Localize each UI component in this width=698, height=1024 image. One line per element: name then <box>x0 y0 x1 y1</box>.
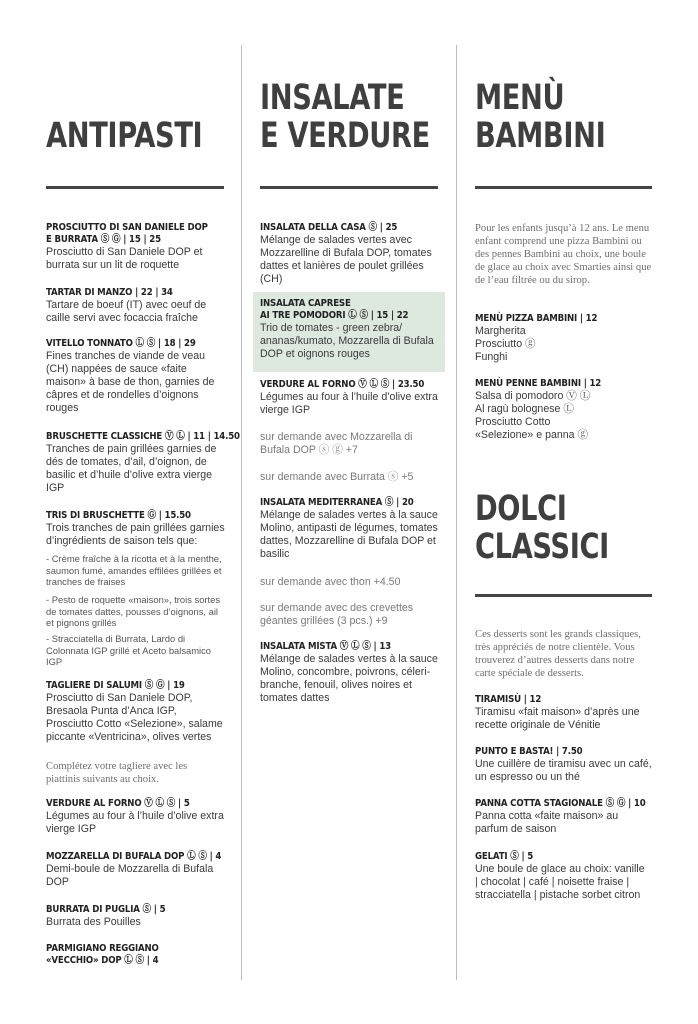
bambini-heading-line1: MENÙ <box>475 78 565 118</box>
menu-item: INSALATA MISTA Ⓥ Ⓛ Ⓢ | 13 Mélange de salades vertes à la sauce Molino, concombre, poivrons, céleri-branche, fenouil, olives noires et tomates dattes <box>260 641 438 704</box>
menu-item: INSALATA MEDITERRANEA Ⓢ | 20 Mélange de salades vertes à la sauce Molino, antipasti de légumes, tomates dattes, Mozzarelline di Bufala DOP et basilic <box>260 497 438 560</box>
bambini-heading-line2: BAMBINI <box>475 116 606 156</box>
menu-item: TARTAR DI MANZO | 22 | 34 Tartare de boeuf (IT) avec oeuf de caille servi avec focaccia fraîche <box>46 287 207 324</box>
menu-item: BURRATA DI PUGLIA Ⓢ | 5 Burrata des Pouilles <box>46 904 166 928</box>
bruschette-option: - Crème fraîche à la ricotta et à la menthe, saumon fumé, amandes effilées grillées et tranches de fraises <box>46 553 222 587</box>
insalate-rule <box>260 186 438 189</box>
insalate-heading-line1: INSALATE <box>260 78 405 118</box>
menu-item: TRIS DI BRUSCHETTE Ⓖ | 15.50 Trois tranches de pain grillées garnies d’ingrédients de saison tels que: <box>46 510 225 547</box>
column-divider-left <box>241 45 242 980</box>
menu-item: VITELLO TONNATO Ⓛ Ⓢ | 18 | 29 Fines tranches de viande de veau (CH) nappées de sauce «faite maison» à base de thon, garnies de câpres et de rondelles d’oignons rouges <box>46 338 215 414</box>
menu-item: PANNA COTTA STAGIONALE Ⓢ Ⓖ | 10 Panna cotta «faite maison» au parfum de saison <box>475 798 646 835</box>
menu-item: BRUSCHETTE CLASSICHE Ⓥ Ⓛ | 11 | 14.50 Tranches de pain grillées garnies de dés de tomates, d’ail, d’oignon, de basilic et d’huile d’olive extra vierge IGP <box>46 431 240 494</box>
antipasti-rule <box>46 186 224 189</box>
dolci-rule <box>475 594 652 597</box>
menu-item: TIRAMISÙ | 12 Tiramisu «fait maison» d’après une recette originale de Vénitie <box>475 694 640 731</box>
extra-option: sur demande avec thon +4.50 <box>260 576 401 588</box>
dolci-intro: Ces desserts sont les grands classiques, très appréciés de notre clientèle. Vous trouverez d’autres desserts dans notre carte spéciale de desserts. <box>475 629 641 679</box>
menu-item: VERDURE AL FORNO Ⓥ Ⓛ Ⓢ | 23.50 Légumes au four à l’huile d’olive extra vierge IGP <box>260 379 438 416</box>
dolci-heading-line2: CLASSICI <box>475 527 609 567</box>
menu-item: PARMIGIANO REGGIANO «VECCHIO» DOP Ⓛ Ⓢ | 4 <box>46 943 159 966</box>
column-divider-right <box>456 45 457 980</box>
menu-item: VERDURE AL FORNO Ⓥ Ⓛ Ⓢ | 5 Légumes au four à l’huile d’olive extra vierge IGP <box>46 798 224 835</box>
extra-option: sur demande avec des crevettes géantes grillées (3 pcs.) +9 <box>260 602 414 627</box>
menu-item: TAGLIERE DI SALUMI Ⓢ Ⓖ | 19 Prosciutto di San Daniele DOP, Bresaola Punta d’Anca IGP, Prosciutto Cotto «Selezione», salame piccante «Ventricina», olives vertes <box>46 680 223 743</box>
extra-option: sur demande avec Mozzarella di Bufala DOP ⓢ ⓖ +7 <box>260 431 413 456</box>
menu-item: INSALATA DELLA CASA Ⓢ | 25 Mélange de salades vertes avec Mozzarelline di Bufala DOP, tomates dattes et lanières de poulet grillées (CH) <box>260 222 432 285</box>
menu-item: GELATI Ⓢ | 5 Une boule de glace au choix: vanille | chocolat | café | noisette fraise | stracciatella | pistache sorbet citron <box>475 851 645 901</box>
menu-item: MENÙ PIZZA BAMBINI | 12 Margherita Prosciutto ⓖ Funghi <box>475 313 598 363</box>
menu-item: MENÙ PENNE BAMBINI | 12 Salsa di pomodoro Ⓥ Ⓛ Al ragù bolognese Ⓛ Prosciutto Cotto «Selezione» e panna ⓖ <box>475 378 602 441</box>
insalate-heading-line2: E VERDURE <box>260 116 430 156</box>
antipasti-heading: ANTIPASTI <box>46 116 203 156</box>
menu-item-highlighted: INSALATA CAPRESE AI TRE POMODORI Ⓛ Ⓢ | 15 | 22 Trio de tomates - green zebra/ ananas/kumato, Mozzarella di Bufala DOP et oignons rouges <box>260 298 434 360</box>
tagliere-note: Complétez votre tagliere avec les piattinis suivants au choix. <box>46 761 188 785</box>
dolci-heading-line1: DOLCI <box>475 489 567 529</box>
bruschette-option: - Stracciatella di Burrata, Lardo di Colonnata IGP grillé et Aceto balsamico IGP <box>46 633 212 667</box>
bruschette-option: - Pesto de roquette «maison», trois sortes de tomates dattes, pousses d’oignons, ail et pignons grillés <box>46 594 221 628</box>
bambini-rule <box>475 186 652 189</box>
menu-item: MOZZARELLA DI BUFALA DOP Ⓛ Ⓢ | 4 Demi-boule de Mozzarella di Bufala DOP <box>46 851 222 888</box>
menu-item: PUNTO E BASTA! | 7.50 Une cuillère de tiramisu avec un café, un espresso ou un thé <box>475 746 652 783</box>
menu-item: PROSCIUTTO DI SAN DANIELE DOP E BURRATA Ⓢ Ⓖ | 15 | 25 Prosciutto di San Daniele DOP et burrata sur un lit de roquette <box>46 222 208 271</box>
bambini-intro: Pour les enfants jusqu’à 12 ans. Le menu enfant comprend une pizza Bambini ou des pennes Bambini au choix, une boule de glace au choix avec Smarties ainsi que de l’eau filtrée ou du sirop. <box>475 223 652 286</box>
extra-option: sur demande avec Burrata ⓢ +5 <box>260 471 414 483</box>
